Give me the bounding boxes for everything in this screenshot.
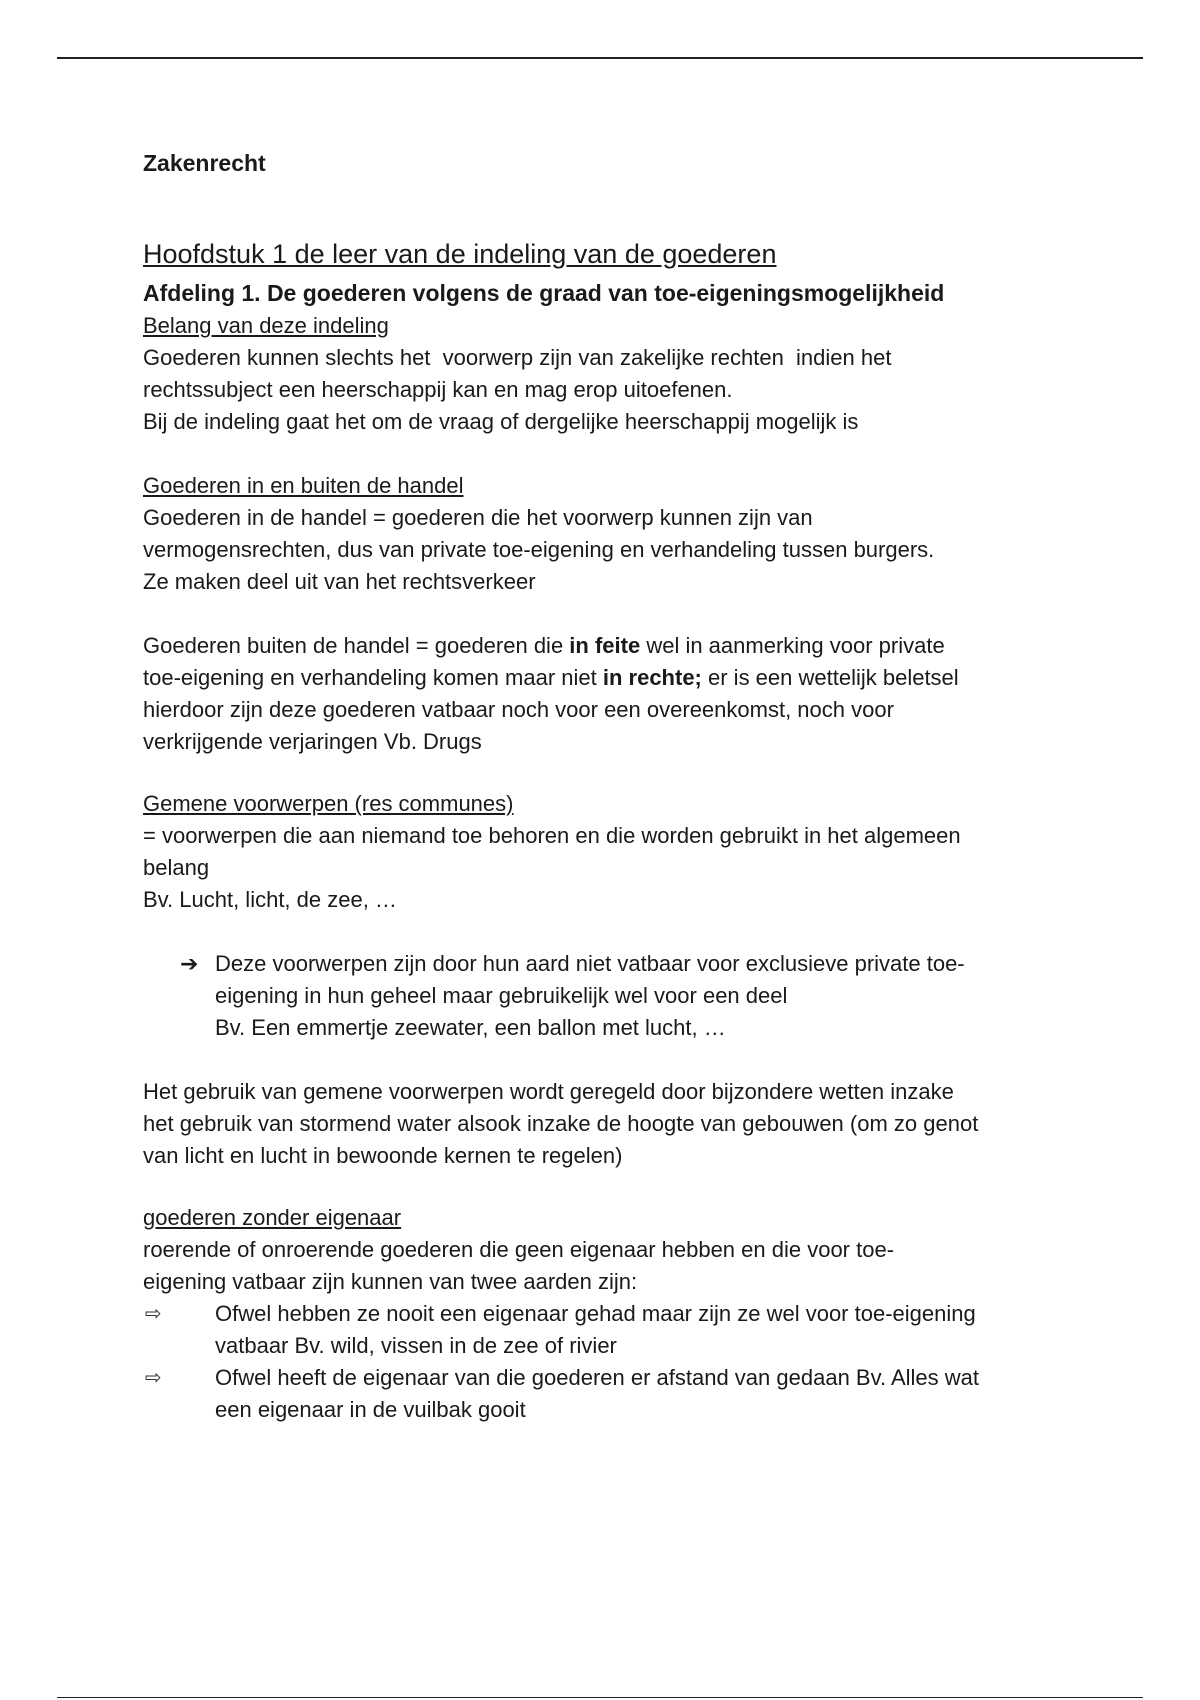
paragraph-line: verkrijgende verjaringen Vb. Drugs [143, 729, 482, 754]
bold-run-in-feite: in feite [569, 633, 641, 658]
paragraph-line: vermogensrechten, dus van private toe-eigening en verhandeling tussen burgers. [143, 537, 935, 562]
list-item [143, 1362, 1093, 1426]
paragraph-line: rechtssubject een heerschappij kan en mag erop uitoefenen. [143, 377, 733, 402]
text-run: er is een wettelijk beletsel [701, 665, 959, 690]
paragraph-line: Goederen kunnen slechts het voorwerp zijn van zakelijke rechten indien het [143, 345, 892, 370]
text-run: toe-eigening en verhandeling komen maar niet [143, 665, 603, 690]
subheading-handel: Goederen in en buiten de handel [143, 473, 464, 498]
subheading-belang: Belang van deze indeling [143, 313, 389, 338]
paragraph-line: hierdoor zijn deze goederen vatbaar noch voor een overeenkomst, noch voor [143, 697, 894, 722]
document-title: Zakenrecht [143, 150, 266, 176]
paragraph-line: Deze voorwerpen zijn door hun aard niet vatbaar voor exclusieve private toe- [215, 951, 965, 976]
paragraph-line: Bv. Lucht, licht, de zee, … [143, 887, 397, 912]
paragraph-line: Ofwel hebben ze nooit een eigenaar gehad maar zijn ze wel voor toe-eigening [215, 1301, 976, 1326]
paragraph-line: = voorwerpen die aan niemand toe behoren en die worden gebruikt in het algemeen [143, 823, 961, 848]
paragraph-line: eigening vatbaar zijn kunnen van twee aarden zijn: [143, 1269, 638, 1294]
hollow-arrow-icon: ⇨ [145, 1367, 162, 1389]
paragraph-line: van licht en lucht in bewoonde kernen te regelen) [143, 1143, 623, 1168]
paragraph-line: eigening in hun geheel maar gebruikelijk wel voor een deel [215, 983, 788, 1008]
section-heading: Afdeling 1. De goederen volgens de graad van toe-eigeningsmogelijkheid [143, 280, 945, 306]
paragraph-line: Ofwel heeft de eigenaar van die goederen er afstand van gedaan Bv. Alles wat [215, 1365, 979, 1390]
arrow-list-item [143, 948, 1093, 1044]
list-item [143, 1298, 1093, 1362]
text-run: wel in aanmerking voor private [640, 633, 945, 658]
paragraph-line [143, 662, 1093, 694]
subheading-zonder-eigenaar: goederen zonder eigenaar [143, 1205, 402, 1230]
paragraph-line: een eigenaar in de vuilbak gooit [215, 1397, 526, 1422]
paragraph-line: Het gebruik van gemene voorwerpen wordt geregeld door bijzondere wetten inzake [143, 1079, 954, 1104]
text-run: Goederen buiten de handel = goederen die [143, 633, 570, 658]
paragraph-line: Bv. Een emmertje zeewater, een ballon met lucht, … [215, 1015, 726, 1040]
bold-run-in-rechte: in rechte; [602, 665, 702, 690]
paragraph-line: roerende of onroerende goederen die geen eigenaar hebben en die voor toe- [143, 1237, 895, 1262]
document-page [143, 147, 1093, 1426]
top-rule [57, 57, 1143, 59]
paragraph-line: Ze maken deel uit van het rechtsverkeer [143, 569, 536, 594]
hollow-arrow-icon: ⇨ [145, 1303, 162, 1325]
chapter-heading: Hoofdstuk 1 de leer van de indeling van de goederen [143, 239, 777, 269]
arrow-right-icon: ➔ [180, 951, 199, 976]
paragraph-line [143, 630, 1093, 662]
paragraph-line: het gebruik van stormend water alsook inzake de hoogte van gebouwen (om zo genot [143, 1111, 979, 1136]
paragraph-line: vatbaar Bv. wild, vissen in de zee of rivier [215, 1333, 617, 1358]
paragraph-line: belang [143, 855, 210, 880]
paragraph-line: Goederen in de handel = goederen die het voorwerp kunnen zijn van [143, 505, 813, 530]
bottom-rule [57, 1697, 1143, 1698]
subheading-gemene-voorwerpen: Gemene voorwerpen (res communes) [143, 791, 514, 816]
paragraph-line: Bij de indeling gaat het om de vraag of dergelijke heerschappij mogelijk is [143, 409, 859, 434]
